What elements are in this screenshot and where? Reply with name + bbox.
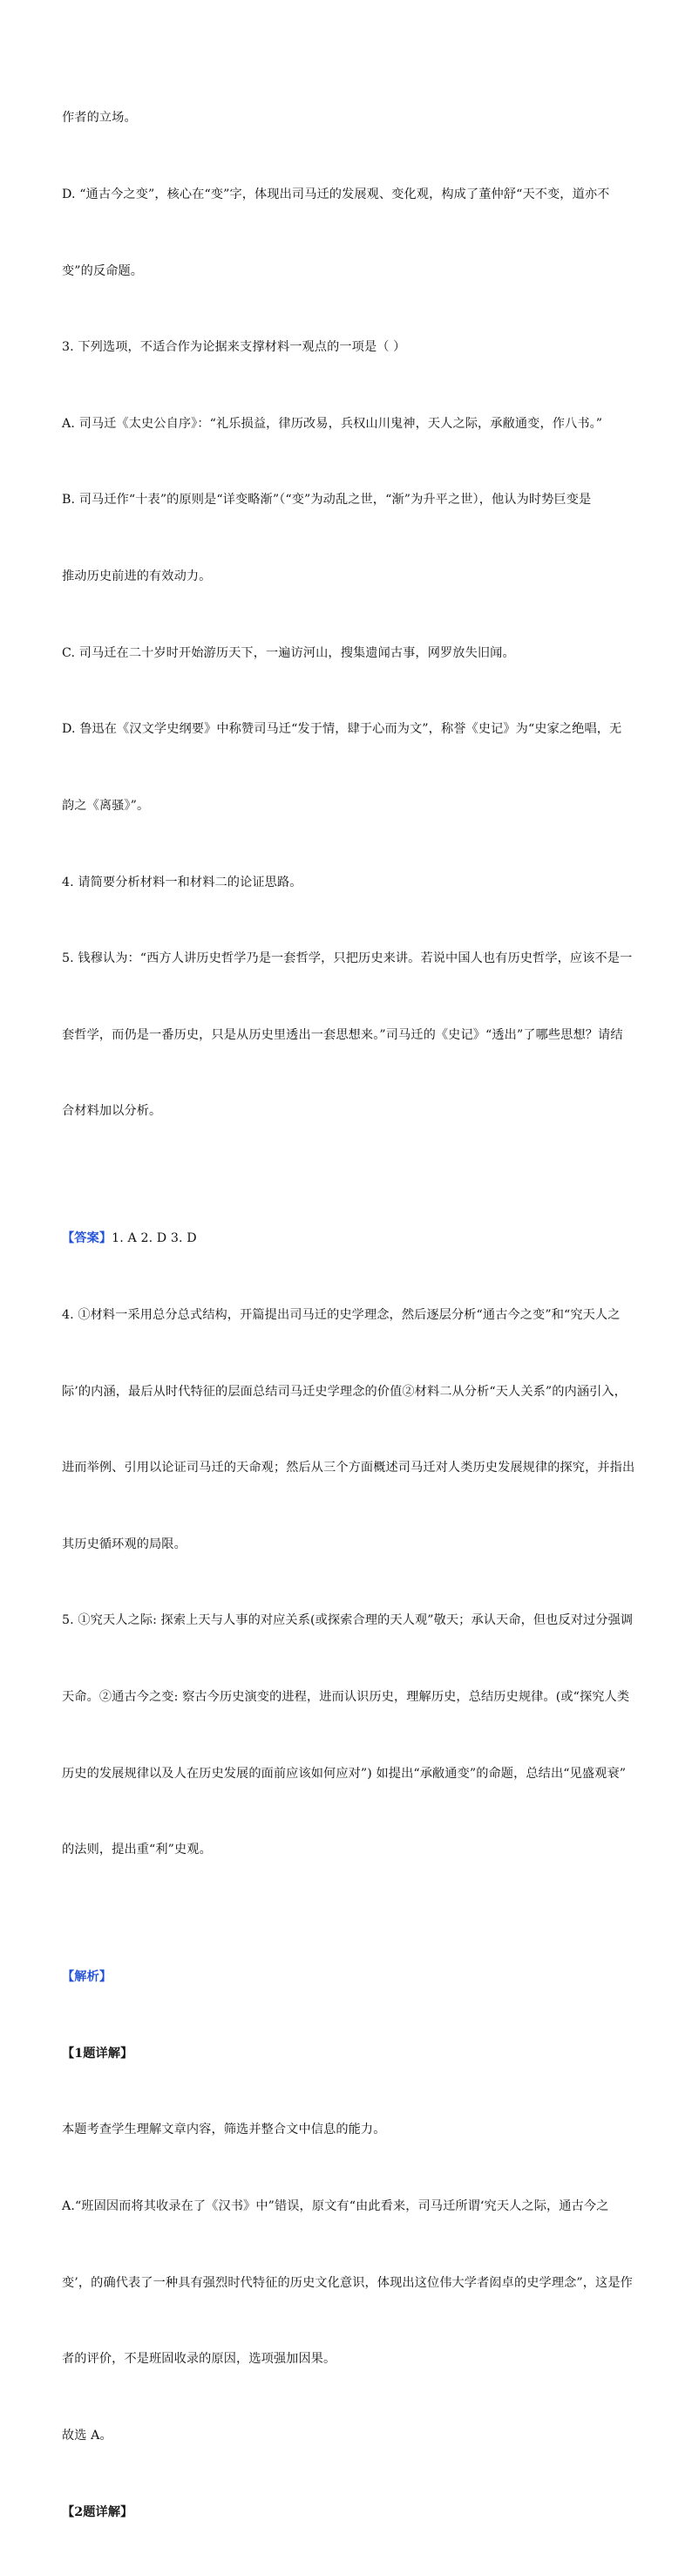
- answer-line: [62, 1226, 631, 1251]
- answer-detail-line: 天命。②通古今之变: 察古今历史演变的进程，进而认识历史，理解历史，总结历史规律。(或“探究人类: [62, 1690, 630, 1704]
- detail1-heading: 【1题详解】: [62, 2046, 133, 2061]
- answer-block: [62, 1176, 635, 1914]
- text-line: 作者的立场。: [62, 111, 137, 126]
- text-line: 韵之《离骚》”。: [62, 798, 150, 813]
- detail-line: 故选 A。: [62, 2428, 112, 2443]
- text-line: 5. 钱穆认为：“西方人讲历史哲学乃是一套哲学，只把历史来讲。若说中国人也有历史哲学，应该不是一: [62, 951, 633, 966]
- answer-detail-line: 进而举例、引用以论证司马迁的天命观；然后从三个方面概述司马迁对人类历史发展规律的探究，并指出: [62, 1461, 635, 1475]
- detail-line: A.“班固因而将其收录在了《汉书》中”错误，原文有“由此看来，司马迁所谓‘究天人之际，通古今之: [62, 2199, 609, 2214]
- question-block: [62, 55, 631, 1176]
- text-line: D. 鲁迅在《汉文学史纲要》中称赞司马迁“发于情，肆于心而为文”，称誉《史记》为“史家之绝唱，无: [62, 722, 622, 737]
- text-line: A. 司马迁《太史公自序》：“礼乐损益，律历改易，兵权山川鬼神，天人之际，承敝通变，作八书。”: [62, 416, 603, 431]
- answer-label: 【答案】: [62, 1231, 112, 1246]
- analysis-label: 【解析】: [62, 1970, 112, 1985]
- detail2-heading: 【2题详解】: [62, 2504, 133, 2519]
- answer-detail-line: 其历史循环观的局限。: [62, 1537, 187, 1551]
- detail-line: 变’，的确代表了一种具有强烈时代特征的历史文化意识，体现出这位伟大学者闳卓的史学理念”，这是作: [62, 2275, 633, 2290]
- text-line: C. 司马迁在二十岁时开始游历天下，一遍访河山，搜集遗闻古事，网罗放失旧闻。: [62, 645, 515, 660]
- answer-text: 1. A 2. D 3. D: [112, 1231, 197, 1246]
- answer-detail-line: 的法则，提出重“利”史观。: [62, 1843, 212, 1857]
- text-line: 推动历史前进的有效动力。: [62, 569, 212, 584]
- text-line: 套哲学，而仍是一番历史，只是从历史里透出一套思想来。”司马迁的《史记》“透出”了哪些思想？请结: [62, 1027, 623, 1042]
- answer-detail-line: 5. ①究天人之际: 探索上天与人事的对应关系(或探索合理的天人观”敬天；承认天命，但也反对过分强调: [62, 1613, 634, 1628]
- text-line: 变”的反命题。: [62, 263, 144, 278]
- text-line: B. 司马迁作“十表”的原则是“详变略渐”（“变”为动乱之世，“渐”为升平之世），他认为时势巨变是: [62, 493, 592, 508]
- answer-detail-line: 际’的内涵，最后从时代特征的层面总结司马迁史学理念的价值②材料二从分析“天人关系”的内涵引入，: [62, 1384, 627, 1399]
- answer-detail-line: 历史的发展规律以及人在历史发展的面前应该如何应对”) 如提出“承敝通变”的命题，总结出“见盛观衰”: [62, 1766, 627, 1781]
- detail-line: 者的评价，不是班固收录的原因，选项强加因果。: [62, 2352, 336, 2367]
- text-line: 合材料加以分析。: [62, 1104, 162, 1119]
- text-line: 4. 请简要分析材料一和材料二的论证思路。: [62, 875, 302, 889]
- detail-line: 本题考查学生理解文章内容，筛选并整合文中信息的能力。: [62, 2123, 386, 2137]
- analysis-block: [62, 1914, 631, 2576]
- text-line: D. “通古今之变”，核心在“变”字，体现出司马迁的发展观、变化观，构成了董仲舒“天不变，道亦不: [62, 187, 610, 202]
- answer-detail-line: 4. ①材料一采用总分总式结构，开篇提出司马迁的史学理念，然后逐层分析“通古今之变”和“究天人之: [62, 1307, 621, 1322]
- text-line: 3. 下列选项，不适合作为论据来支撑材料一观点的一项是（ ）: [62, 340, 406, 355]
